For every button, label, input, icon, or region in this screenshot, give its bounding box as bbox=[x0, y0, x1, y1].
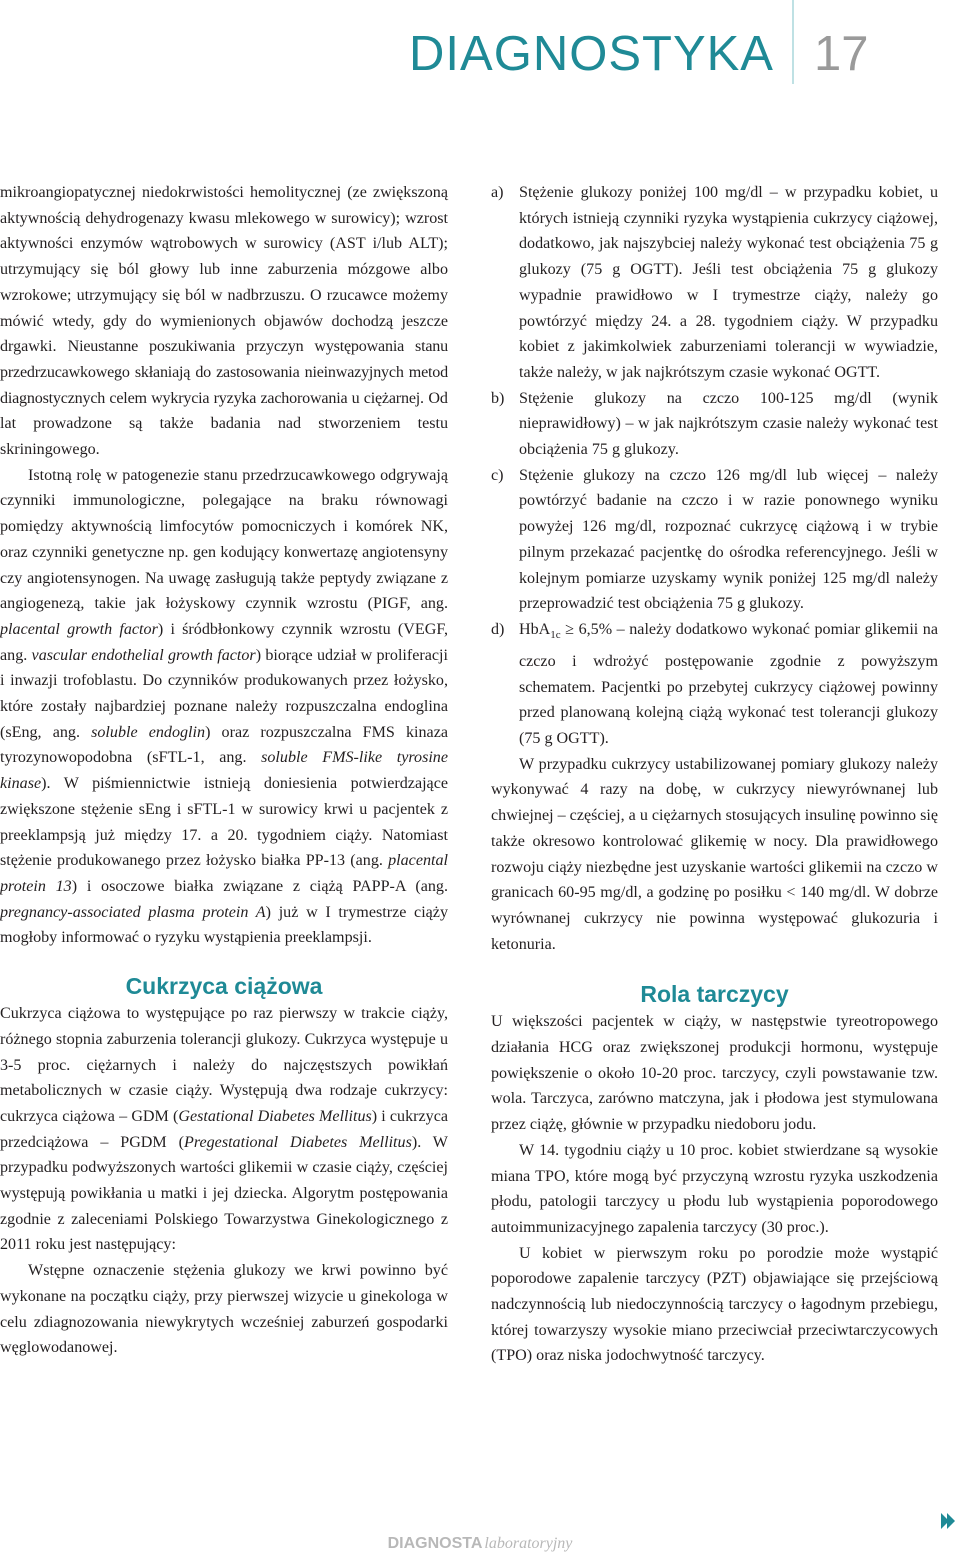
section-header-title: DIAGNOSTYKA bbox=[409, 27, 774, 81]
page-number: 17 bbox=[814, 27, 869, 81]
list-marker: c) bbox=[491, 466, 504, 484]
list-item: c) Stężenie glukozy na czczo 126 mg/dl lub więcej – należy powtórzyć badanie na czczo i w razie ponownego wyniku powyżej 126 mg/dl, rozpoznać cukrzycę ciążową i w trybie pilnym przekazać pacjentkę do ośrodka referencyjnego. Jeśli w kolejnym pomiarze uzyskamy wynik poniżej 125 mg/dl należy przeprowadzić test obciążenia 75 g glukozy. bbox=[491, 463, 938, 617]
section-heading: Cukrzyca ciążowa bbox=[125, 973, 323, 1000]
header-divider bbox=[792, 0, 794, 84]
page-header bbox=[0, 22, 960, 92]
paragraph: U kobiet w pierwszym roku po porodzie może wystąpić poporodowe zapalenie tarczycy (PZT) objawiające się przejściową nadczynnością lub niedoczynnością tarczycy o łagodnym przebiegu, której towarzyszy wysokie miano przeciwciał przeciwtarczycowych (TPO) oraz niska jodochwytność tarczycy. bbox=[491, 1244, 938, 1365]
right-column bbox=[491, 180, 938, 1369]
paragraph: U większości pacjentek w ciąży, w następstwie tyreotropowego działania HCG oraz zwiększonej produkcji hormonu, występuje powiększenie o około 10-20 proc. tarczycy, czyli powstawanie tzw. wola. Tarczyca, zarówno matczyna, jak i płodowa jest stymulowana przez ciążę, głównie w przypadku niedoboru jodu. bbox=[491, 1013, 938, 1134]
list-item: d) HbA$_{1c}$ ≥ 6,5% – należy dodatkowo wykonać pomiar glikemii na czczo i wdrożyć postępowanie zgodnie z powyższym schematem. Pacjentki po przebytej cukrzycy ciążowej powinny przed planowaną kolejną ciążą wykonać test tolerancji glukozy (75 g OGTT). bbox=[491, 617, 938, 752]
list-item: b) Stężenie glukozy na czczo 100-125 mg/dl (wynik nieprawidłowy) – w jak najkrótszym czasie należy wykonać test obciążenia 75 g glukozy. bbox=[491, 386, 938, 463]
page-footer bbox=[0, 1535, 960, 1553]
paragraph: Cukrzyca ciążowa to występujące po raz pierwszy w trakcie ciąży, różnego stopnia zaburzenia tolerancji glukozy. Cukrzyca występuje u 3-5 proc. ciężarnych i należy do najczęstszych powikłań metabolicznych w czasie ciąży. Występują dwa rodzaje cukrzycy: cukrzyca ciążowa – GDM (Gestational Diabetes Mellitus) i cukrzyca przedciążowa – PGDM (Pregestational Diabetes Mellitus). W przypadku podwyższonych wartości glikemii w czasie ciąży, częściej występują powikłania u matki i jej dziecka. Algorytm postępowania zgodnie z zaleceniami Polskiego Towarzystwa Ginekologicznego z 2011 roku jest następujący: bbox=[0, 1005, 448, 1254]
paragraph: Istotną rolę w patogenezie stanu przedrzucawkowego odgrywają czynniki immunologiczne, polegające na braku równowagi pomiędzy aktywnością limfocytów pomocniczych i komórek NK, oraz czynniki genetyczne np. gen kodujący konwertazę angiotensyny czy angiotensynogen. Na uwagę zasługują także peptydy związane z angiogenezą, takie jak łożyskowy czynnik wzrostu (PIGF, ang. placental growth factor) i śródbłonkowy czynnik wzrostu (VEGF, ang. vascular endothelial growth factor) biorące udział w proliferacji i inwazji trofoblastu. Do czynników produkowanych przez łożysko, które zostały najbardziej poznane należy rozpuszczalna endoglina (sEng, ang. soluble endoglin) oraz rozpuszczalna FMS kinaza tyrozynowopodobna (sFTL-1, ang. soluble FMS-like tyrosine kinase). W piśmiennictwie istnieją doniesienia potwierdzające zwiększone stężenie sEng i sFTL-1 w surowicy krwi u pacjentek z preeklampsją już między 17. a 20. tygodniem ciąży. Natomiast stężenie produkowanego przez łożysko białka PP-13 (ang. placental protein 13) i osoczowe białka związane z ciążą PAPP-A (ang. pregnancy-associated plasma protein A) już w I trymestrze ciąży mogłoby informować o ryzyku wystąpienia preeklampsji. bbox=[0, 466, 449, 947]
list-marker: a) bbox=[491, 184, 504, 201]
footer-brand: DIAGNOSTA bbox=[387, 1535, 483, 1552]
paragraph: W 14. tygodniu ciąży u 10 proc. kobiet stwierdzane są wysokie miana TPO, które mogą być przyczyną wzrostu ryzyka uszkodzenia płodu, patologii tarczycy u płodu lub wystąpienia poporodowego autoimmunizacyjnego zapalenia tarczycy (30 proc.). bbox=[491, 1141, 938, 1236]
list-item: a) Stężenie glukozy poniżej 100 mg/dl – w przypadku kobiet, u których istnieją czynniki ryzyka wystąpienia cukrzycy ciążowej, dodatkowo, jak najszybciej należy wykonać test obciążenia 75 g glukozy (75 g OGTT). Jeśli test obciążenia 75 g glukozy wypadnie prawidłowo w I trymestrze ciąży, należy go powtórzyć między 24. a 28. tygodniem ciąży. W przypadku kobiet z jakimkolwiek zaburzeniami tolerancji w wywiadzie, także należy, w jak najkrótszym czasie wykonać OGTT. bbox=[491, 180, 938, 386]
paragraph: Wstępne oznaczenie stężenia glukozy we krwi powinno być wykonane na początku ciąży, przy pierwszej wizycie u ginekologa w celu zdiagnozowania niewykrytych wcześniej zaburzeń gospodarki węglowodanowej. bbox=[0, 1262, 448, 1357]
left-column bbox=[0, 180, 448, 1361]
paragraph: W przypadku cukrzycy ustabilizowanej pomiary glukozy należy wykonywać 4 razy na dobę, w cukrzycy niewyrównanej lub chwiejnej – częściej, a u ciężarnych stosujących insulinę powinno się także okresowo kontrolować glikemię w nocy. Dla prawidłowego rozwoju ciąży niezbędne jest uzyskanie wartości glikemii na czczo w granicach 60-95 mg/dl, a godzinę po posiłku < 140 mg/dl. W dobrze wyrównanej cukrzycy nie powinna występować glukozuria i ketonuria. bbox=[491, 755, 938, 953]
list-marker: b) bbox=[491, 389, 505, 407]
list-marker: d) bbox=[491, 620, 505, 638]
arrow-right-icon bbox=[940, 1512, 956, 1530]
footer-subtitle: laboratoryjny bbox=[484, 1535, 573, 1552]
section-heading: Rola tarczycy bbox=[640, 981, 789, 1008]
algorithm-list bbox=[491, 180, 938, 752]
paragraph: mikroangiopatycznej niedokrwistości hemolitycznej (ze zwiększoną aktywnością dehydrogenazy kwasu mlekowego w surowicy); wzrost aktywności enzymów wątrobowych w surowicy (AST i/lub ALT); utrzymujący się ból głowy lub inne zaburzenia mózgowe albo wzrokowe; utrzymujący się ból w nadbrzuszu. O rzucawce możemy mówić wtedy, gdy do wymienionych objawów dochodzą jeszcze drgawki. Nieustanne poszukiwania przyczyn występowania stanu przedrzucawkowego skłaniają do zastosowania nieinwazyjnych metod diagnostycznych celem wykrycia ryzyka zachorowania u ciężarnej. Od lat prowadzone są także badania nad stworzeniem testu skriningowego. bbox=[0, 184, 448, 459]
